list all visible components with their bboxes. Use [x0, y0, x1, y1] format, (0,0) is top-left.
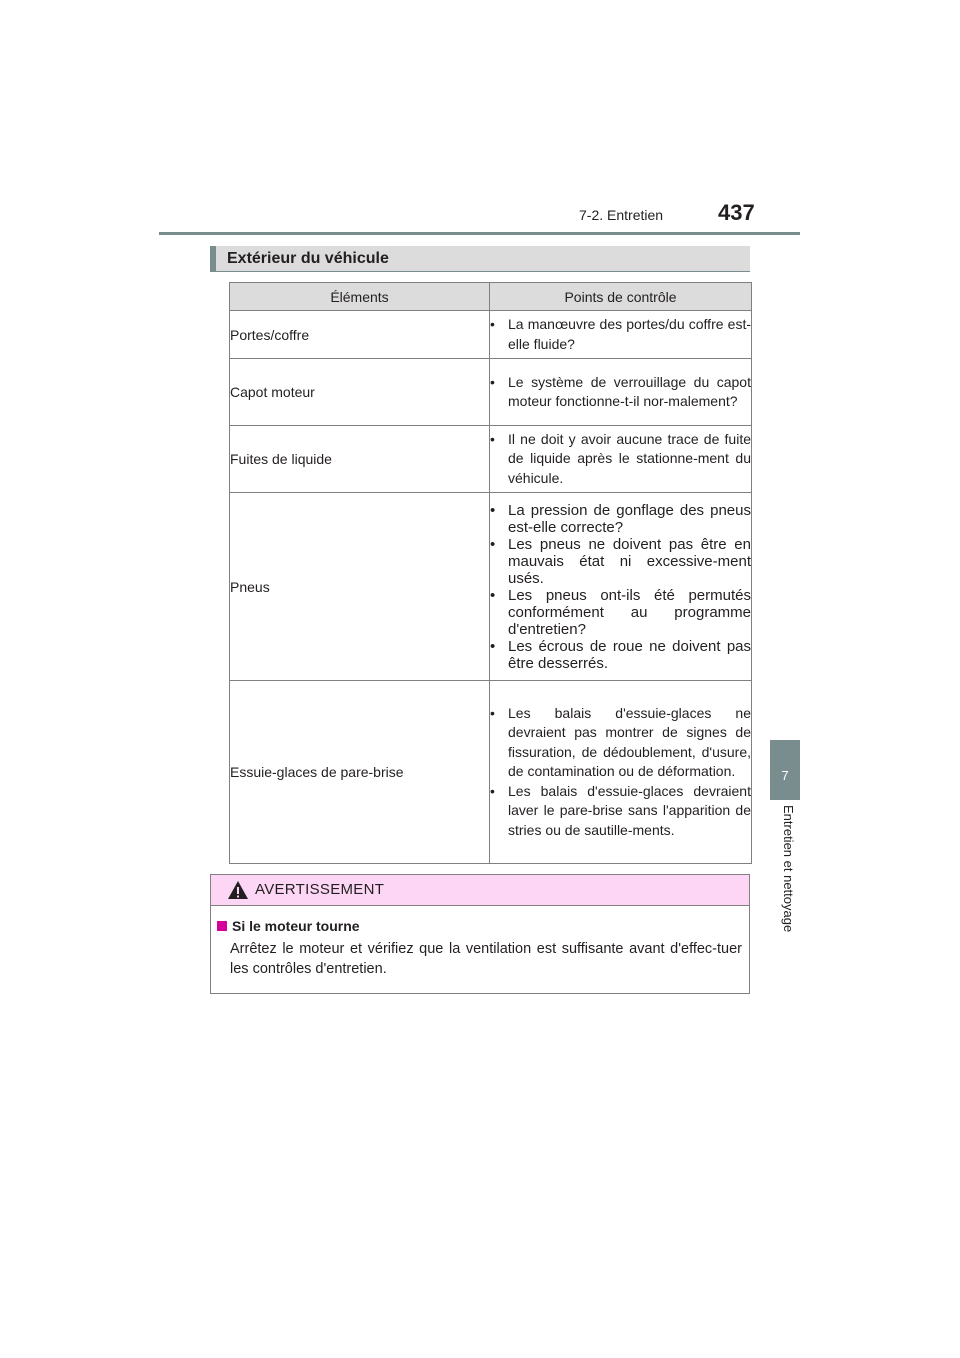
warning-text: Arrêtez le moteur et vérifiez que la ventilation est suffisante avant d'effec-tuer les contrôles d'entretien. — [230, 941, 742, 977]
page-number: 437 — [718, 200, 755, 225]
table-cell-item: Capot moteur — [230, 359, 490, 426]
section-reference: 7-2. Entretien — [579, 207, 664, 223]
check-point: • Il ne doit y avoir aucune trace de fuite de liquide après le stationne-ment du véhicule. — [490, 430, 751, 489]
table-cell-item: Essuie-glaces de pare-brise — [230, 681, 490, 864]
table-row — [230, 426, 752, 493]
warning-box — [210, 874, 750, 994]
table-row — [230, 681, 752, 864]
chapter-number: 7 — [781, 768, 789, 783]
check-point: • Les balais d'essuie-glaces ne devraient pas montrer de signes de fissuration, de dédoublement, d'usure, de contamination ou de déformation. — [490, 704, 751, 782]
table-row — [230, 359, 752, 426]
header-divider — [159, 232, 800, 235]
check-point: • Les balais d'essuie-glaces devraient laver le pare-brise sans l'apparition de stries ou de sautille-ments. — [490, 782, 751, 841]
table-cell-points — [490, 311, 752, 359]
table-cell-points — [490, 493, 752, 681]
table-header-row — [230, 283, 752, 311]
warning-subtitle-row — [217, 918, 360, 934]
column-header: Éléments — [230, 283, 490, 311]
table-row — [230, 311, 752, 359]
section-title: Extérieur du véhicule — [227, 250, 389, 267]
check-point: • Les pneus ne doivent pas être en mauvais état ni excessive-ment usés. — [490, 536, 751, 587]
warning-header — [211, 875, 749, 906]
chapter-title: Entretien et nettoyage — [781, 805, 796, 933]
warning-triangle-icon — [227, 880, 249, 900]
column-header: Points de contrôle — [490, 283, 752, 311]
chapter-tab — [770, 740, 800, 800]
warning-title: AVERTISSEMENT — [255, 881, 385, 898]
check-point: • Les pneus ont-ils été permutés conformément au programme d'entretien? — [490, 587, 751, 638]
table-row — [230, 493, 752, 681]
table-cell-item: Portes/coffre — [230, 311, 490, 359]
table-cell-item: Fuites de liquide — [230, 426, 490, 493]
check-point: • La manœuvre des portes/du coffre est-elle fluide? — [490, 315, 751, 354]
warning-subtitle: Si le moteur tourne — [232, 918, 360, 934]
check-point: • Les écrous de roue ne doivent pas être desserrés. — [490, 638, 751, 672]
check-point: • Le système de verrouillage du capot moteur fonctionne-t-il nor-malement? — [490, 373, 751, 412]
table-cell-points — [490, 681, 752, 864]
table-cell-item: Pneus — [230, 493, 490, 681]
check-point: • La pression de gonflage des pneus est-elle correcte? — [490, 502, 751, 536]
table-cell-points — [490, 426, 752, 493]
inspection-table — [229, 282, 752, 864]
section-title-bar — [210, 246, 750, 272]
table-cell-points — [490, 359, 752, 426]
square-bullet-icon — [217, 921, 227, 931]
